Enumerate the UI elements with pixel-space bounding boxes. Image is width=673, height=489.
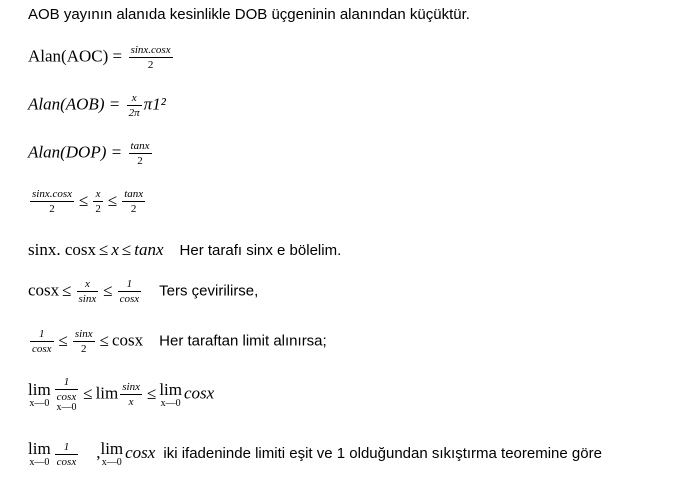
equation-inequality-areas xyxy=(28,188,147,215)
equation-divided-inequality xyxy=(28,278,258,305)
eq2-den: 2π xyxy=(128,107,140,119)
eq9-note: iki ifadeninde limiti eşit ve 1 olduğundan sıkıştırma teoremine göre xyxy=(163,445,602,463)
eq4-f3-num: tanx xyxy=(124,188,144,200)
equation-area-aoc xyxy=(28,44,175,71)
eq4-rel-2: ≤ xyxy=(107,190,118,210)
eq7-f2-num: sinx xyxy=(74,328,93,340)
eq2-num: x xyxy=(127,92,142,106)
eq4-fraction-3 xyxy=(122,188,145,215)
eq4-f2-num: x xyxy=(93,188,103,202)
eq1-den: 2 xyxy=(147,59,154,71)
eq8-f2-num: sinx xyxy=(122,381,140,393)
eq8-limit-3 xyxy=(159,381,182,409)
eq5-rel-1: ≤ xyxy=(99,240,109,259)
eq6-f1-den: sinx xyxy=(78,293,97,305)
eq4-f1-den: 2 xyxy=(49,203,55,215)
eq3-fraction xyxy=(129,140,152,167)
eq8-f1-under: x—0 xyxy=(56,402,77,413)
eq9-lim2-op: lim xyxy=(100,439,124,458)
eq4-fraction-1 xyxy=(30,188,74,215)
eq7-rel-1: ≤ xyxy=(58,330,68,350)
eq8-lim3-op: lim xyxy=(159,379,182,399)
eq9-f1-num: 1 xyxy=(55,441,79,455)
eq2-fraction xyxy=(127,92,142,119)
equation-inverted-inequality xyxy=(28,328,327,355)
eq6-fraction-1 xyxy=(77,278,99,305)
eq9-lim-sub: x—0 xyxy=(29,457,50,468)
eq8-fraction-1 xyxy=(55,376,79,403)
eq4-f1-num: sinx.cosx xyxy=(32,188,73,200)
eq6-rel-2: ≤ xyxy=(103,280,113,300)
eq8-fraction-1-stack xyxy=(53,376,81,413)
eq6-f1-num: x xyxy=(77,278,99,292)
eq6-term-1: cosx xyxy=(28,280,60,300)
equation-limits xyxy=(28,376,214,413)
eq2-lhs: Alan(AOB) = xyxy=(28,94,121,114)
eq7-fraction-2 xyxy=(73,328,95,355)
eq8-lim-2: lim xyxy=(95,383,119,403)
eq8-rel-1: ≤ xyxy=(83,383,93,403)
eq5-note: Her tarafı sinx e bölelim. xyxy=(179,242,342,259)
eq7-note: Her taraftan limit alınırsa; xyxy=(159,332,327,350)
eq7-f1-num: 1 xyxy=(30,328,54,342)
eq1-fraction xyxy=(129,44,173,71)
equation-area-aob xyxy=(28,92,166,119)
eq7-f1-den: cosx xyxy=(32,343,52,355)
eq8-fraction-2 xyxy=(120,381,142,408)
eq5-term-2: x xyxy=(111,240,119,259)
eq9-fraction-1 xyxy=(55,441,79,468)
eq9-comma: , xyxy=(96,443,101,463)
eq6-rel-1: ≤ xyxy=(62,280,72,300)
eq4-f2-den: 2 xyxy=(95,203,101,215)
eq4-rel-1: ≤ xyxy=(79,190,89,210)
eq9-lim-op: lim xyxy=(28,439,51,458)
eq3-den: 2 xyxy=(137,155,143,167)
eq6-f2-num: 1 xyxy=(118,278,142,292)
equation-product-inequality xyxy=(28,240,341,260)
eq3-num: tanx xyxy=(130,140,150,152)
eq2-tail: π1² xyxy=(143,94,166,114)
eq8-limit-1 xyxy=(28,381,51,409)
eq8-lim-op: lim xyxy=(28,379,51,399)
eq1-num: sinx.cosx xyxy=(130,44,171,56)
eq8-lim3-sub: x—0 xyxy=(160,397,181,409)
eq5-term-1: sinx. cosx xyxy=(28,240,96,259)
eq5-rel-2: ≤ xyxy=(121,240,132,259)
eq6-fraction-2 xyxy=(118,278,142,305)
eq1-lhs: Alan(AOC) = xyxy=(28,46,123,66)
eq7-fraction-1 xyxy=(30,328,54,355)
eq9-term-2: cosx xyxy=(125,443,156,463)
eq8-term-3: cosx xyxy=(183,383,215,403)
eq8-f1-num: 1 xyxy=(55,376,79,390)
eq8-rel-2: ≤ xyxy=(146,383,157,403)
eq8-f2-den: x xyxy=(128,396,134,408)
eq5-term-3: tanx xyxy=(134,240,164,259)
eq6-note: Ters çevirilirse, xyxy=(159,282,259,300)
eq7-term-3: cosx xyxy=(111,330,144,350)
eq7-f2-den: 2 xyxy=(81,343,87,355)
eq4-fraction-2 xyxy=(93,188,103,215)
eq8-lim-sub: x—0 xyxy=(29,397,50,409)
eq9-f1-den: cosx xyxy=(56,455,77,468)
eq9-lim2-sub: x—0 xyxy=(101,457,122,468)
eq3-lhs: Alan(DOP) = xyxy=(28,142,123,162)
eq7-rel-2: ≤ xyxy=(99,330,109,350)
equation-limit-conclusion xyxy=(28,440,602,468)
eq9-limit-2 xyxy=(100,440,123,468)
eq4-f3-den: 2 xyxy=(130,203,137,215)
eq6-f2-den: cosx xyxy=(119,293,140,305)
eq9-limit-1 xyxy=(28,440,51,468)
eq8-f1-den: cosx xyxy=(56,391,77,403)
intro-text: AOB yayının alanıda kesinlikle DOB üçgeninin alanından küçüktür. xyxy=(28,6,470,23)
equation-area-dop xyxy=(28,140,154,167)
